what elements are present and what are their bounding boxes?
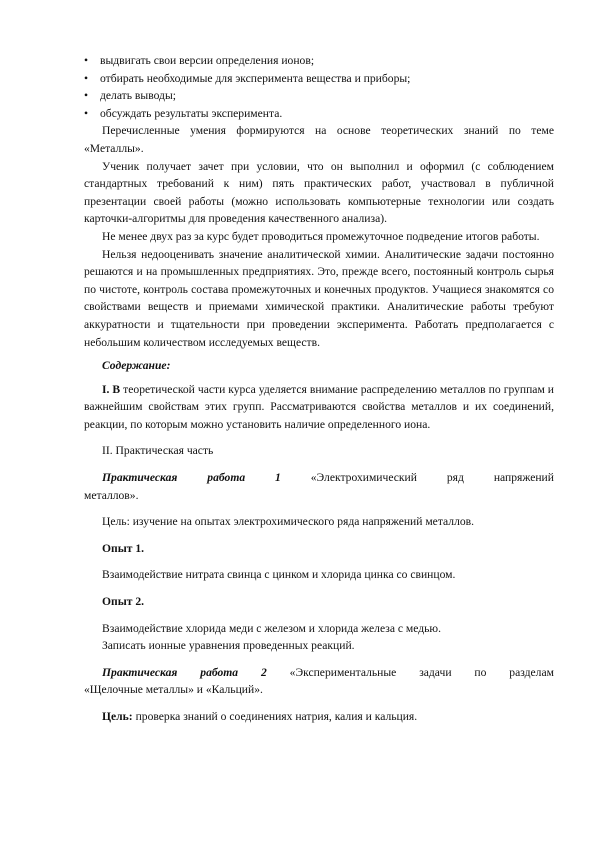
experiment-1-text: Взаимодействие нитрата свинца с цинком и хлорида цинка со свинцом.: [102, 568, 456, 582]
section-theory-text: теоретической части курса уделяется внимание распределению металлов по группам и важнейшим свойствам этих групп. Рассматриваются свойства металлов и их соединений, реакции, по которым можно установить наличие определенного иона.: [84, 382, 554, 431]
experiment-1-title: Опыт 1.: [102, 541, 145, 555]
list-item: • делать выводы;: [84, 87, 554, 105]
section-practice-title: II. Практическая часть: [102, 444, 214, 458]
section-theory: [84, 381, 554, 434]
document-page: [84, 52, 554, 726]
paragraph-interim-review: Не менее двух раз за курс будет проводиться промежуточное подведение итогов работы.: [102, 229, 540, 243]
list-item: • выдвигать свои версии определения ионов;: [84, 52, 554, 70]
content-heading: Содержание:: [102, 359, 171, 373]
practical-work-1: [84, 469, 554, 655]
bullet-icon: •: [84, 54, 89, 67]
work-1-title-tail: металлов».: [84, 488, 139, 502]
experiment-2-text: Взаимодействие хлорида меди с железом и хлорида железа с медью.: [102, 621, 441, 635]
skills-list: [84, 52, 554, 122]
practical-work-2: [84, 664, 554, 726]
work-1-heading: Практическая работа 1 «Электрохимический ряд напряжений: [102, 471, 554, 485]
bullet-icon: •: [84, 89, 89, 103]
work-2-heading: Практическая работа 2 «Экспериментальные задачи по разделам: [102, 665, 554, 679]
bullet-icon: •: [84, 106, 89, 120]
list-item: • отбирать необходимые для эксперимента вещества и приборы;: [84, 70, 554, 88]
work-2-title-tail: «Щелочные металлы» и «Кальций».: [84, 683, 263, 697]
work-1-goal: Цель: изучение на опытах электрохимического ряда напряжений металлов.: [102, 515, 475, 529]
experiment-2-note: Записать ионные уравнения проведенных реакций.: [102, 639, 355, 653]
paragraph-skills-basis: Перечисленные умения формируются на основе теоретических знаний по теме «Металлы».: [84, 124, 554, 155]
work-2-goal: Цель: проверка знаний о соединениях натрия, калия и кальция.: [102, 710, 418, 723]
section-theory-label: I. В: [102, 382, 121, 396]
experiment-2-title: Опыт 2.: [102, 595, 145, 609]
paragraph-analytical-chemistry: Нельзя недооценивать значение аналитической химии. Аналитические задачи постоянно решаются и на промышленных предприятиях. Это, прежде всего, постоянный контроль сырья по чистоте, контроль состава промежуточных и конечных продуктов. Учащиеся знакомятся со свойствами веществ и приемами химической практики. Аналитические работы требуют аккуратности и тщательности при проведении эксперимента. Работать предполагается с небольшим количеством исследуемых веществ.: [84, 247, 554, 349]
paragraph-credit-conditions: Ученик получает зачет при условии, что он выполнил и оформил (с соблюдением стандартных требований к ним) пять практических работ, участвовал в публичной презентации своей работы (можно использовать компьютерные технологии или создать карточки-алгоритмы для проведения качественного анализа).: [84, 159, 554, 226]
list-item: • обсуждать результаты эксперимента.: [84, 105, 554, 123]
bullet-icon: •: [84, 71, 89, 85]
